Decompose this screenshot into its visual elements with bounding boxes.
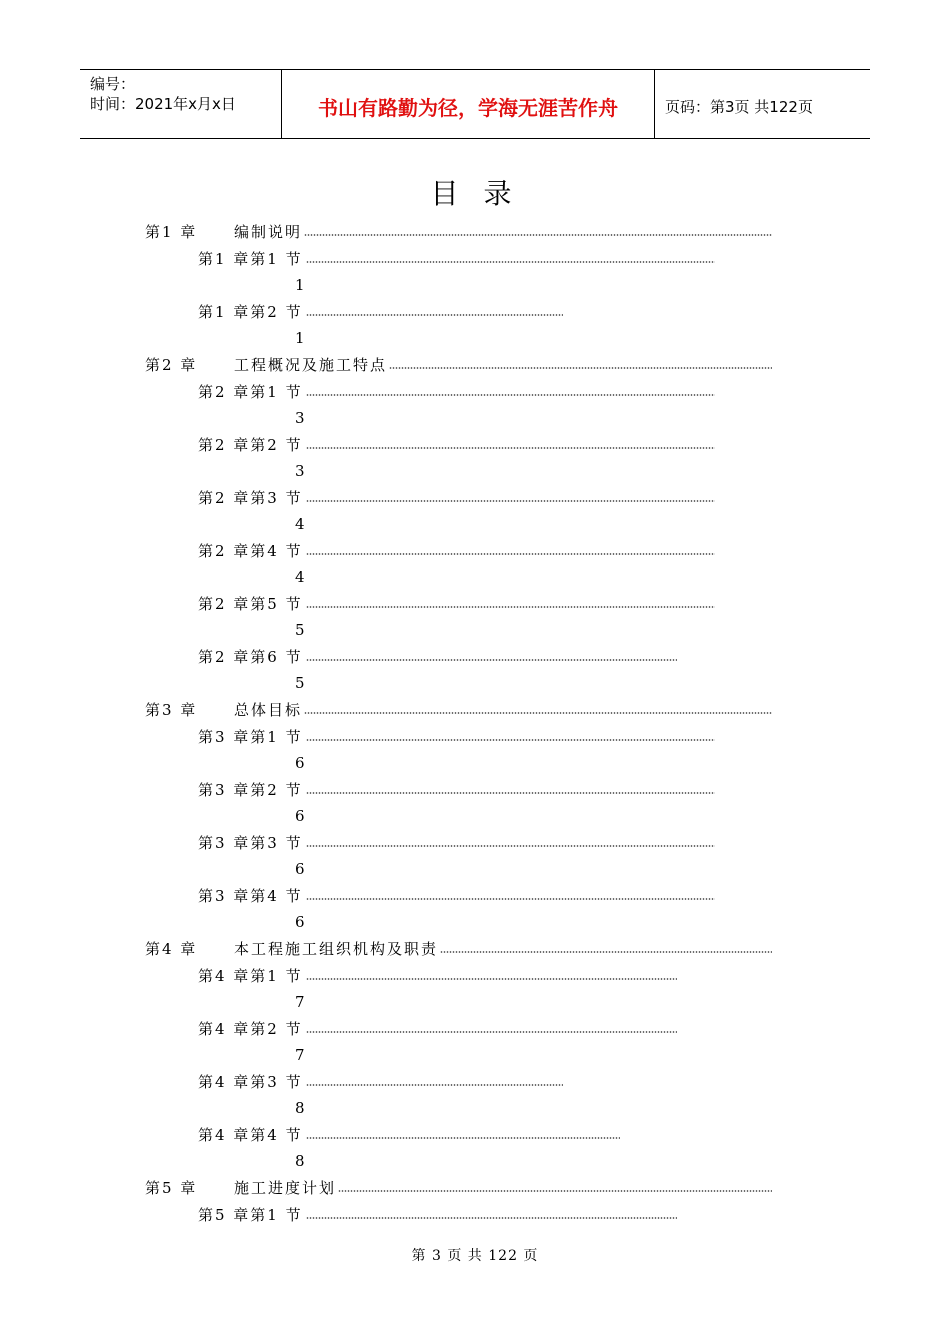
toc-chapter-title: 总体目标 <box>234 701 303 719</box>
toc-page-number: 8 <box>295 1152 305 1170</box>
toc-leader-dots <box>306 1029 677 1035</box>
toc-section-label: 第2 章第4 节 <box>198 542 303 560</box>
toc-leader-dots <box>306 445 715 451</box>
toc-leader-dots <box>306 1135 620 1141</box>
toc-section-label: 第4 章第1 节 <box>198 967 303 985</box>
page-header <box>80 69 870 139</box>
toc-leader-dots <box>306 843 715 849</box>
toc-page-number: 8 <box>295 1099 305 1117</box>
header-page-info: 页码：第3页 共122页 <box>665 97 813 116</box>
toc-section-label: 第4 章第4 节 <box>198 1126 303 1144</box>
toc-leader-dots <box>306 976 677 982</box>
toc-section-label: 第2 章第6 节 <box>198 648 303 666</box>
toc-section-label: 第2 章第2 节 <box>198 436 303 454</box>
toc-section-label: 第1 章第1 节 <box>198 250 303 268</box>
toc-chapter-title: 施工进度计划 <box>234 1179 337 1197</box>
toc-page-number: 3 <box>295 462 305 480</box>
toc-section-label: 第3 章第1 节 <box>198 728 303 746</box>
toc-section-label: 第5 章第1 节 <box>198 1206 303 1224</box>
toc-chapter-title: 本工程施工组织机构及职责 <box>234 940 439 958</box>
toc-section-label: 第3 章第2 节 <box>198 781 303 799</box>
toc-chapter-title: 编制说明 <box>234 223 303 241</box>
page-title: 目 录 <box>430 177 520 210</box>
page-footer: 第 3 页 共 122 页 <box>411 1248 539 1264</box>
toc-section-label: 第3 章第4 节 <box>198 887 303 905</box>
toc-page-number: 4 <box>295 515 305 533</box>
header-meta <box>80 70 282 138</box>
toc-section-label: 第2 章第3 节 <box>198 489 303 507</box>
toc-page-number: 1 <box>295 276 305 294</box>
toc-page-number: 7 <box>295 993 305 1011</box>
toc-section-label: 第1 章第2 节 <box>198 303 303 321</box>
toc-page-number: 3 <box>295 409 305 427</box>
toc-leader-dots <box>304 710 772 716</box>
toc-leader-dots <box>306 604 715 610</box>
document-number-label: 编号： <box>90 75 136 93</box>
document-date-label: 时间：2021年x月x日 <box>90 95 236 113</box>
toc-chapter-label: 第1 章 <box>145 223 198 241</box>
toc-leader-dots <box>306 790 715 796</box>
toc-page-number: 6 <box>295 754 305 772</box>
toc-page-number: 6 <box>295 807 305 825</box>
toc-page-number: 5 <box>295 621 305 639</box>
toc-leader-dots <box>306 737 715 743</box>
header-motto: 书山有路勤为径，学海无涯苦作舟 <box>282 70 655 138</box>
toc-leader-dots <box>440 949 772 955</box>
toc-leader-dots <box>306 1215 677 1221</box>
toc-leader-dots <box>338 1188 772 1194</box>
toc-leader-dots <box>304 232 772 238</box>
toc-leader-dots <box>306 657 677 663</box>
toc-chapter-label: 第5 章 <box>145 1179 198 1197</box>
toc-leader-dots <box>306 1082 563 1088</box>
toc-chapter-title: 工程概况及施工特点 <box>234 356 388 374</box>
toc-leader-dots <box>306 259 715 265</box>
toc-section-label: 第2 章第5 节 <box>198 595 303 613</box>
toc-section-label: 第2 章第1 节 <box>198 383 303 401</box>
toc-section-label: 第4 章第3 节 <box>198 1073 303 1091</box>
toc-chapter-label: 第4 章 <box>145 940 198 958</box>
toc-page-number: 5 <box>295 674 305 692</box>
toc-section-label: 第4 章第2 节 <box>198 1020 303 1038</box>
toc-leader-dots <box>389 365 772 371</box>
toc-leader-dots <box>306 392 715 398</box>
toc-leader-dots <box>306 551 715 557</box>
toc-page-number: 4 <box>295 568 305 586</box>
toc-chapter-label: 第2 章 <box>145 356 198 374</box>
toc-chapter-label: 第3 章 <box>145 701 198 719</box>
toc-leader-dots <box>306 896 715 902</box>
toc-leader-dots <box>306 498 715 504</box>
toc-page-number: 1 <box>295 329 305 347</box>
toc-leader-dots <box>306 312 563 318</box>
toc-page-number: 6 <box>295 860 305 878</box>
toc-page-number: 6 <box>295 913 305 931</box>
toc-page-number: 7 <box>295 1046 305 1064</box>
toc-section-label: 第3 章第3 节 <box>198 834 303 852</box>
